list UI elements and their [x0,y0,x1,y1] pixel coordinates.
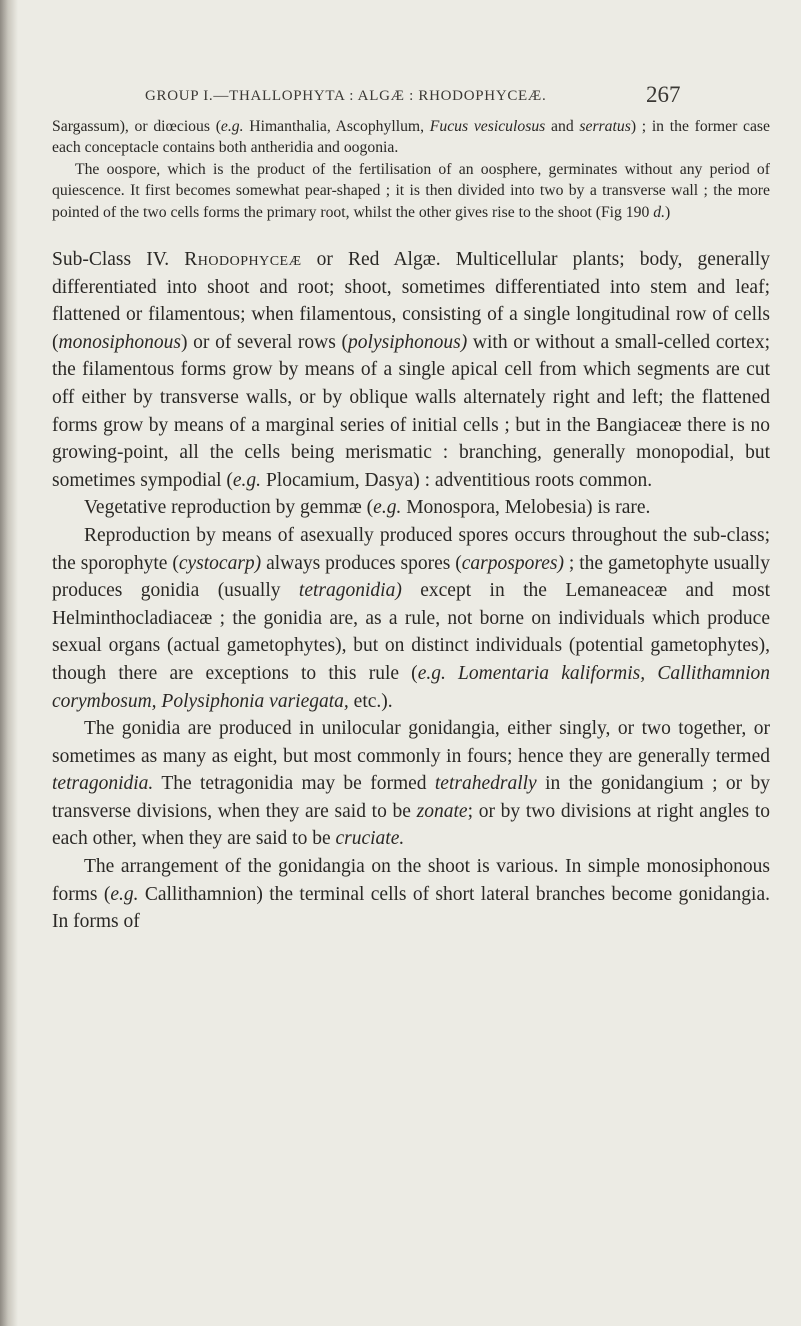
paragraph-gonidangia-arrangement: The arrangement of the gonidangia on the shoot is various. In simple monosiphonous forms (e.g. Callithamnion) the terminal cells of short lateral branches become gonidangia. In forms of [52,856,770,933]
paragraph-gonidia: The gonidia are produced in unilocular gonidangia, either singly, or two together, or sometimes as many as eight, but most commonly in fours; hence they are generally termed tetragonidia. The tetragonidia may be formed tetrahedrally in the gonidangium ; or by transverse divisions, when they are said to be zonate; or by two divisions at right angles to each other, when they are said to be cruciate. [52,718,771,850]
page-number: 267 [646,82,681,107]
paragraph-oospore: The oospore, which is the product of the fertilisation of an oosphere, germinates without any period of quiescence. It first becomes somewhat pear-shaped ; it is then divided into two by a transverse wall ; the more pointed of the two cells forms the primary root, whilst the other gives rise to the shoot (Fig 190 d.) [52,160,770,221]
paragraph-sargassum: Sargassum), or diœcious (e.g. Himanthalia, Ascophyllum, Fucus vesiculosus and serratus) ; in the former case each conceptacle contains both antheridia and oogonia. [52,118,771,157]
paragraph-subclass-iv: Sub-Class IV. Rhodophyceæ or Red Algæ. Multicellular plants; body, generally differentiated into shoot and root; shoot, sometimes differentiated into stem and leaf; flattened or filamentous; when filamentous, consisting of a single longitudinal row of cells (monosiphonous) or of several rows (polysiphonous) with or without a small-celled cortex; the filamentous forms grow by means of a single apical cell from which segments are cut off either by transverse walls, or by oblique walls alternately right and left; the flattened forms grow by means of a marginal series of initial cells ; but in the Bangiaceæ there is no growing-point, all the cells being merismatic : branching, generally monopodial, but sometimes sympodial (e.g. Plocamium, Dasya) : adventitious roots common. [52,249,770,491]
page-header [0,82,801,112]
main-text-block [52,246,770,936]
page-binding-shadow [0,0,18,1326]
paragraph-asexual-reproduction: Reproduction by means of asexually produced spores occurs throughout the sub-class; the sporophyte (cystocarp) always produces spores (carpospores) ; the gametophyte usually produces gonidia (usually tetragonidia) except in the Lemaneaceæ and most Helminthocladiaceæ ; the gonidia are, as a rule, not borne on individuals which produce sexual organs (actual gametophytes), but on distinct individuals (potential gametophytes), though there are exceptions to this rule (e.g. Lomentaria kaliformis, Callithamnion corymbosum, Polysiphonia variegata, etc.). [52,524,770,712]
paragraph-vegetative-reproduction: Vegetative reproduction by gemmæ (e.g. Monospora, Melobesia) is rare. [84,497,651,519]
small-print-block [52,116,770,223]
running-head: GROUP I.—THALLOPHYTA : ALGÆ : RHODOPHYCEÆ. [145,88,547,104]
